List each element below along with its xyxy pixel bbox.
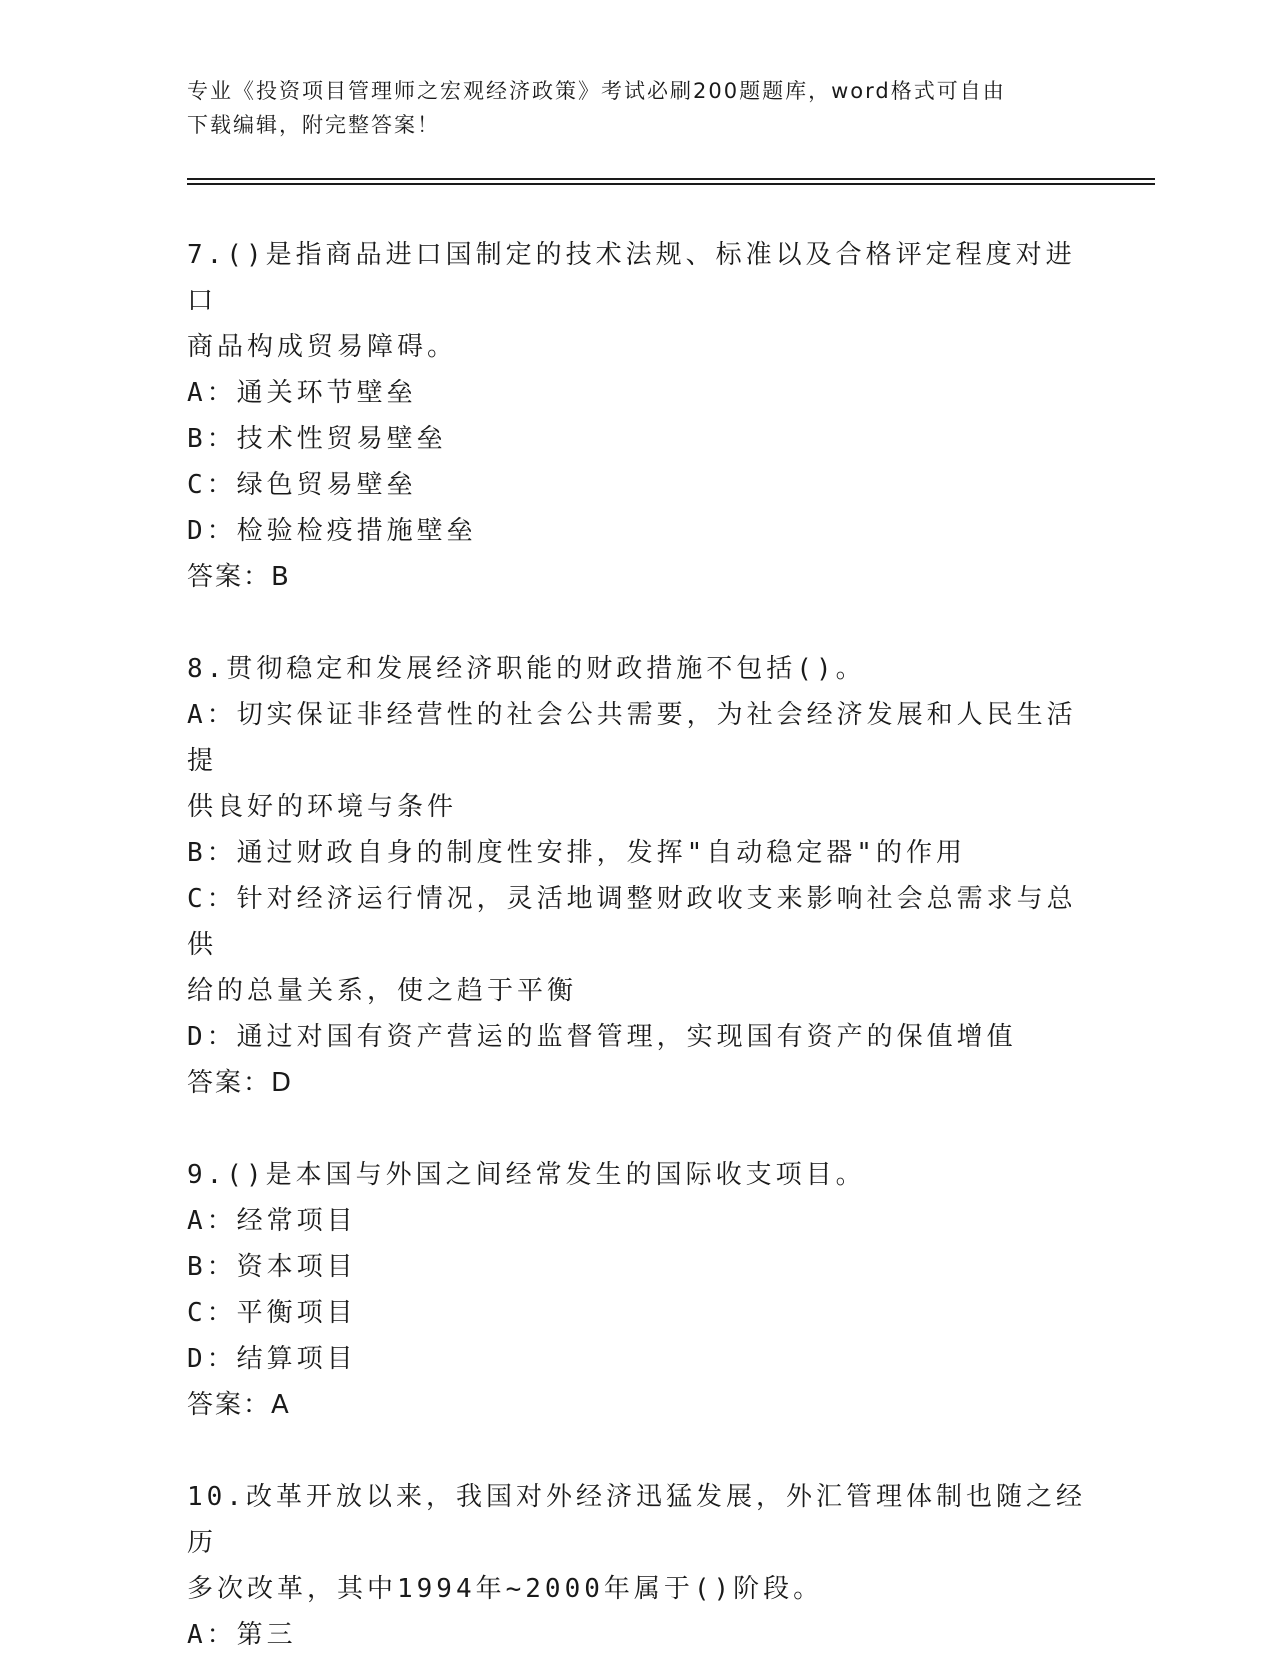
option-b: B：通过财政自身的制度性安排，发挥"自动稳定器"的作用: [187, 838, 966, 868]
question-text: [187, 646, 1087, 692]
option-line: 供良好的环境与条件: [187, 792, 458, 822]
header-divider-top: [187, 178, 1155, 180]
question-9: [187, 1152, 1087, 1428]
option-c: C：平衡项目: [187, 1298, 357, 1328]
option-a: A：第三: [187, 1620, 297, 1650]
answer-label: 答案：D: [187, 1068, 294, 1098]
question-text-line: 多次改革，其中1994年~2000年属于()阶段。: [187, 1574, 824, 1604]
spacer: [187, 1106, 1087, 1152]
option-b: B：资本项目: [187, 1252, 357, 1282]
header-divider-bottom: [187, 183, 1155, 185]
option-d: D：通过对国有资产营运的监督管理，实现国有资产的保值增值: [187, 1022, 1017, 1052]
option-c: [187, 876, 1087, 1014]
option-c: C：绿色贸易壁垒: [187, 470, 417, 500]
option-line: C：针对经济运行情况，灵活地调整财政收支来影响社会总需求与总供: [187, 884, 1077, 960]
spacer: [187, 1428, 1087, 1474]
option-line: A：切实保证非经营性的社会公共需要，为社会经济发展和人民生活提: [187, 700, 1077, 776]
option-d: D：检验检疫措施壁垒: [187, 516, 477, 546]
question-text-line: 9.()是本国与外国之间经常发生的国际收支项目。: [187, 1160, 866, 1190]
question-8: [187, 646, 1087, 1106]
option-line: 给的总量关系，使之趋于平衡: [187, 976, 578, 1006]
option-a: A：经常项目: [187, 1206, 357, 1236]
question-7: [187, 232, 1087, 600]
option-b: B：技术性贸易壁垒: [187, 424, 447, 454]
option-a: A：通关环节壁垒: [187, 378, 417, 408]
question-10: [187, 1474, 1087, 1658]
answer-label: 答案：A: [187, 1390, 291, 1420]
question-text: [187, 1474, 1087, 1612]
question-text-line: 8.贯彻稳定和发展经济职能的财政措施不包括()。: [187, 654, 866, 684]
spacer: [187, 600, 1087, 646]
question-list: [187, 232, 1087, 1658]
answer-label: 答案：B: [187, 562, 291, 592]
question-text: [187, 232, 1087, 370]
question-text: [187, 1152, 1087, 1198]
question-text-line: 商品构成贸易障碍。: [187, 332, 458, 362]
document-header: [187, 74, 1077, 142]
header-line-1: 专业《投资项目管理师之宏观经济政策》考试必刷200题题库，word格式可自由: [187, 79, 1006, 103]
option-d: D：结算项目: [187, 1344, 357, 1374]
question-text-line: 10.改革开放以来，我国对外经济迅猛发展，外汇管理体制也随之经历: [187, 1482, 1086, 1558]
header-line-2: 下载编辑，附完整答案！: [187, 113, 440, 137]
option-a: [187, 692, 1087, 830]
question-text-line: 7.()是指商品进口国制定的技术法规、标准以及合格评定程度对进口: [187, 240, 1076, 316]
